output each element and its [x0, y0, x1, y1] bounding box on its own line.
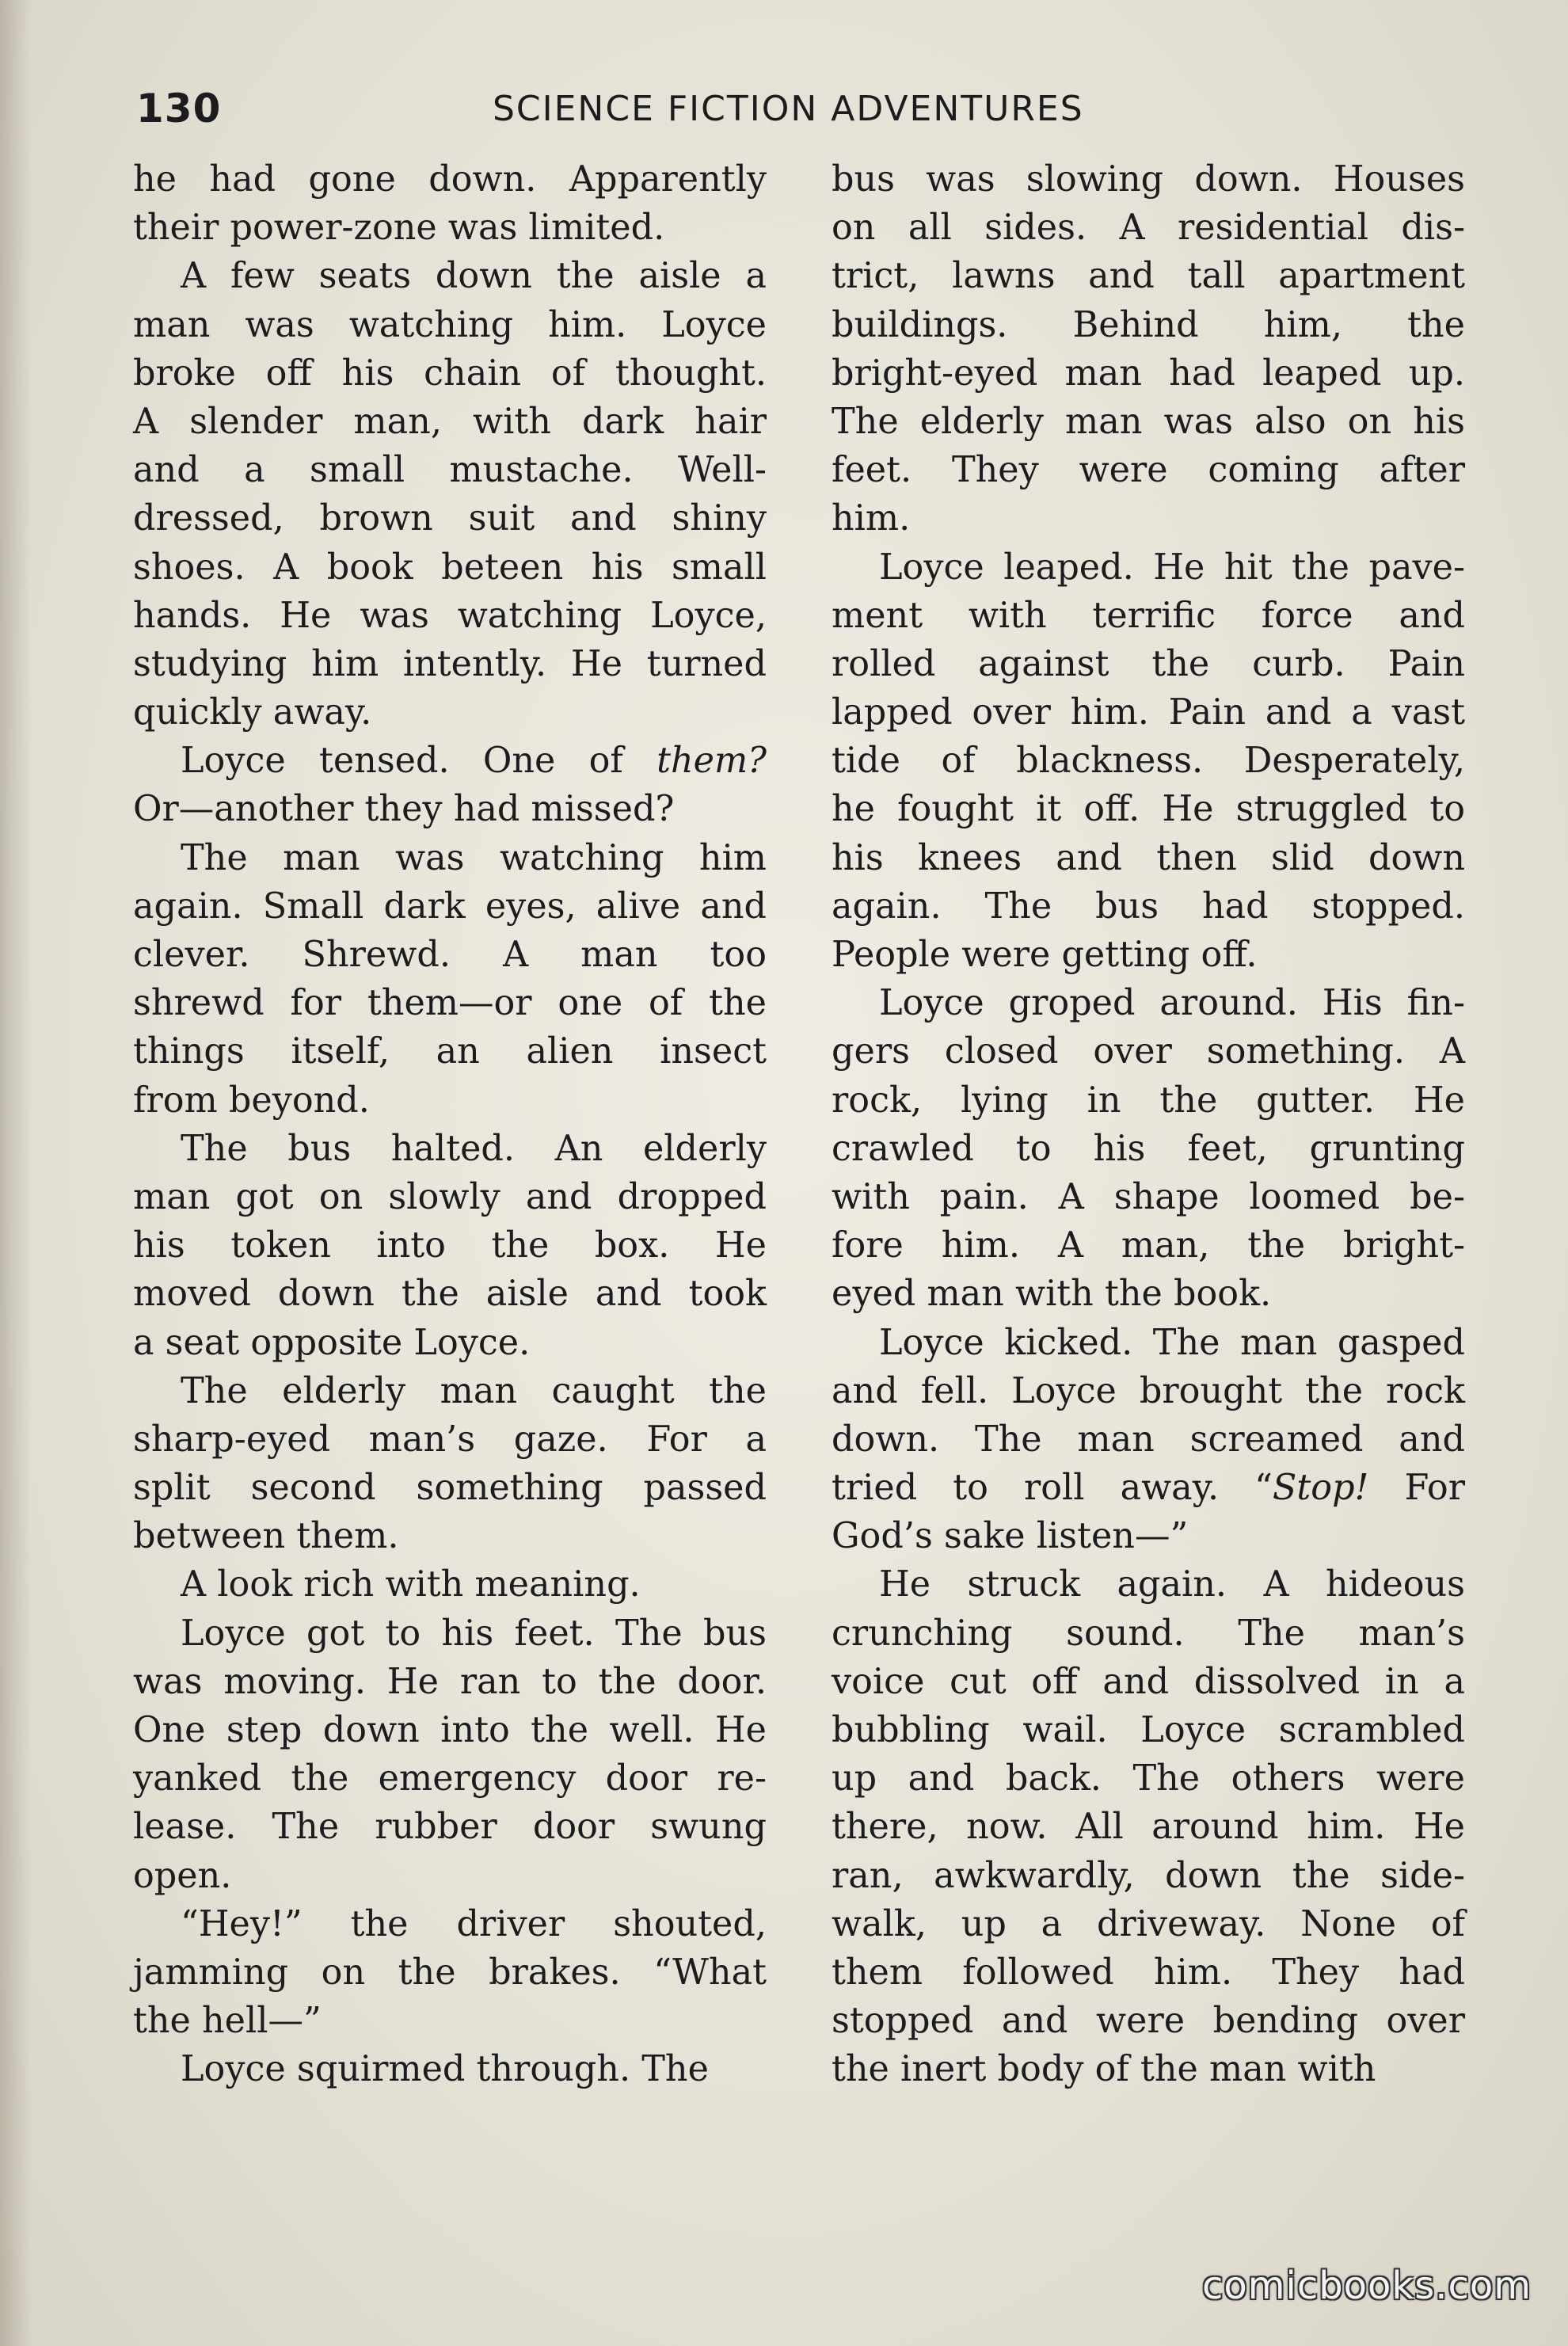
text-line: between them. [133, 1516, 399, 1557]
text-line: them followed him. They had [832, 1952, 1465, 1993]
running-head [136, 86, 1118, 141]
text-line: with pain. A shape loomed be- [832, 1176, 1465, 1217]
text-line: He struck again. A hideous [879, 1564, 1465, 1605]
text-line: his token into the box. He [133, 1225, 767, 1266]
journal-title: SCIENCE FICTION ADVENTURES [493, 89, 1084, 129]
text-line: People were getting off. [832, 935, 1258, 975]
text-line: he had gone down. Apparently [133, 159, 767, 200]
text-line: jamming on the brakes. “What [133, 1952, 767, 1993]
text-line: his knees and then slid down [832, 837, 1465, 878]
text-line: studying him intently. He turned [133, 643, 767, 684]
text-line: a seat opposite Loyce. [133, 1322, 531, 1363]
text-line: stopped and were bending over [832, 2001, 1465, 2042]
text-line: Loyce got to his feet. The bus [181, 1613, 767, 1654]
text-line: him. [832, 498, 911, 539]
text-line: God’s sake listen—” [832, 1516, 1189, 1557]
text-line: Or—another they had missed? [133, 789, 675, 830]
text-line: split second something passed [133, 1468, 767, 1509]
text-line: quickly away. [133, 692, 372, 733]
right-text-column [832, 155, 1465, 2094]
text-line: hands. He was watching Loyce, [133, 595, 767, 636]
text-line: again. The bus had stopped. [832, 885, 1465, 927]
watermark: comicbooks.com [1201, 2264, 1532, 2308]
text-line: Loyce squirmed through. The [181, 2049, 709, 2090]
text-line: bus was slowing down. Houses [832, 159, 1465, 200]
text-line: man was watching him. Loyce [133, 304, 767, 345]
text-line: from beyond. [133, 1080, 370, 1121]
text-line: rock, lying in the gutter. He [832, 1080, 1465, 1121]
text-line: buildings. Behind him, the [832, 304, 1465, 345]
text-line: A slender man, with dark hair [133, 401, 767, 442]
text-line: crunching sound. The man’s [832, 1613, 1465, 1654]
text-line: yanked the emergency door re- [133, 1758, 767, 1799]
text-line: The elderly man was also on his [832, 401, 1465, 442]
text-line: clever. Shrewd. A man too [133, 935, 767, 975]
text-line: “Hey!” the driver shouted, [181, 1903, 767, 1944]
text-line: Loyce kicked. The man gasped [879, 1322, 1465, 1363]
text-line: lease. The rubber door swung [133, 1807, 767, 1848]
text-line: fore him. A man, the bright- [832, 1225, 1465, 1266]
text-line: he fought it off. He struggled to [832, 789, 1465, 830]
text-line: lapped over him. Pain and a vast [832, 692, 1465, 733]
text-line: The man was watching him [181, 837, 767, 878]
text-line: The bus halted. An elderly [181, 1128, 767, 1169]
text-line: and fell. Loyce brought the rock [832, 1370, 1465, 1411]
text-line: was moving. He ran to the door. [133, 1661, 767, 1702]
text-line: again. Small dark eyes, alive and [133, 885, 767, 927]
text-line: Loyce tensed. One of them? [181, 741, 767, 782]
text-line: their power-zone was limited. [133, 208, 665, 249]
text-line: sharp-eyed man’s gaze. For a [133, 1419, 767, 1460]
text-line: Loyce leaped. He hit the pave- [879, 547, 1465, 588]
text-line: ment with terrific force and [832, 595, 1465, 636]
text-line: down. The man screamed and [832, 1419, 1465, 1460]
text-line: man got on slowly and dropped [133, 1176, 767, 1217]
text-line: ran, awkwardly, down the side- [832, 1855, 1465, 1896]
binding-shadow [0, 0, 32, 2346]
text-line: moved down the aisle and took [133, 1274, 767, 1315]
text-line: tried to roll away. “Stop! For [832, 1468, 1465, 1509]
text-line: tide of blackness. Desperately, [832, 741, 1465, 782]
text-line: open. [133, 1855, 232, 1896]
text-line: The elderly man caught the [181, 1370, 767, 1411]
text-line: the hell—” [133, 2001, 322, 2042]
text-line: shoes. A book beteen his small [133, 547, 767, 588]
text-line: bright-eyed man had leaped up. [832, 352, 1465, 394]
text-line: One step down into the well. He [133, 1710, 767, 1750]
text-line: walk, up a driveway. None of [832, 1903, 1465, 1944]
text-line: the inert body of the man with [832, 2049, 1376, 2090]
text-line: and a small mustache. Well- [133, 450, 767, 491]
text-line: A few seats down the aisle a [181, 256, 767, 297]
text-line: crawled to his feet, grunting [832, 1128, 1465, 1169]
text-line: trict, lawns and tall apartment [832, 256, 1465, 297]
text-line: voice cut off and dissolved in a [832, 1661, 1465, 1702]
text-line: eyed man with the book. [832, 1274, 1272, 1315]
text-line: on all sides. A residential dis- [832, 208, 1465, 249]
text-line: dressed, brown suit and shiny [133, 498, 767, 539]
page-number: 130 [136, 86, 222, 131]
text-line: broke off his chain of thought. [133, 352, 767, 394]
text-line: feet. They were coming after [832, 450, 1465, 491]
text-line: bubbling wail. Loyce scrambled [832, 1710, 1465, 1750]
text-line: A look rich with meaning. [181, 1564, 641, 1605]
text-line: gers closed over something. A [832, 1031, 1465, 1072]
text-line: there, now. All around him. He [832, 1807, 1465, 1848]
text-line: rolled against the curb. Pain [832, 643, 1465, 684]
left-text-column [133, 155, 767, 2094]
text-line: shrewd for them—or one of the [133, 983, 767, 1024]
text-line: up and back. The others were [832, 1758, 1465, 1799]
text-line: Loyce groped around. His fin- [879, 983, 1465, 1024]
text-line: things itself, an alien insect [133, 1031, 767, 1072]
